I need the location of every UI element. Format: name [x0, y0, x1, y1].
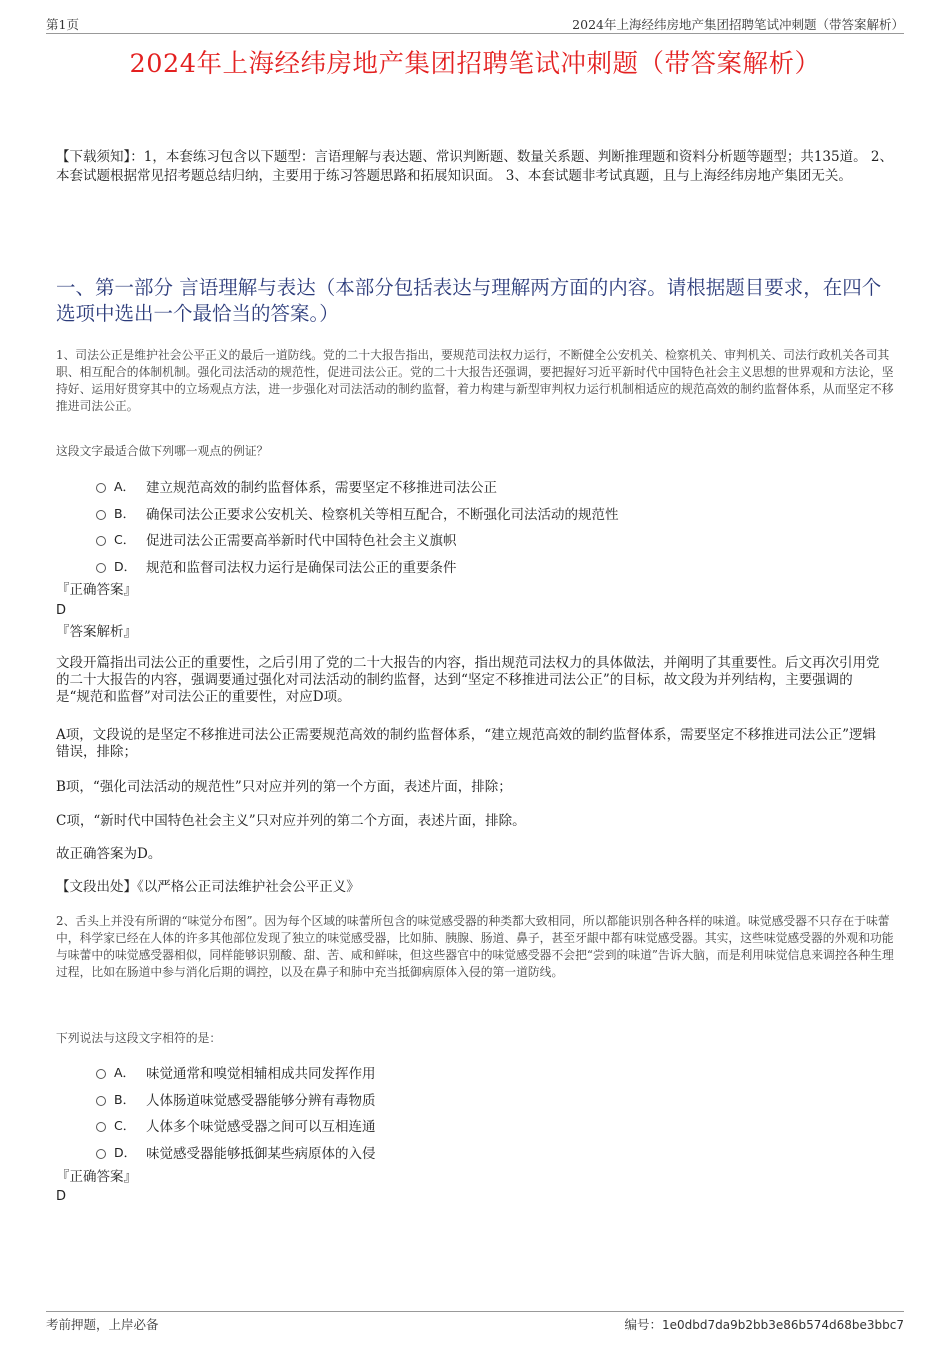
- analysis-paragraph: 故正确答案为D。: [56, 846, 162, 862]
- option-text: 确保司法公正要求公安机关、检察机关等相互配合，不断强化司法活动的规范性: [146, 506, 619, 523]
- question-2-text: 2、舌头上并没有所谓的“味觉分布图”。因为每个区域的味蕾所包含的味觉感受器的种类都大致相同，所以都能识别各种各样的味道。味觉感受器不只存在于味蕾中，科学家已经在人体的许多其他部位发现了独立的味觉感受器，比如肺、胰腺、肠道、鼻子，甚至牙龈中都有味觉感受器。其实，这些味觉感受器的外观和功能与味蕾中的味觉感受器相似，同样能够识别酸、甜、苦、咸和鲜味，但这些器官中的味觉感受器不会把“尝到的味道”告诉大脑，而是利用味觉信息来调控各种生理过程，比如在肠道中参与消化后期的调控，以及在鼻子和肺中充当抵御病原体入侵的第一道防线。: [56, 914, 894, 979]
- answer-label: 『正确答案』: [56, 1169, 137, 1185]
- analysis-paragraph: A项，文段说的是坚定不移推进司法公正需要规范高效的制约监督体系，“建立规范高效的制约监督体系，需要坚定不移推进司法公正”逻辑错误，排除；: [56, 727, 877, 760]
- page-header: [46, 13, 904, 34]
- question-1-options: [96, 473, 619, 579]
- option-d[interactable]: D． 规范和监督司法权力运行是确保司法公正的重要条件: [96, 553, 619, 580]
- question-1-text: 1、司法公正是维护社会公平正义的最后一道防线。党的二十大报告指出，要规范司法权力运行，不断健全公安机关、检察机关、审判机关、司法行政机关各司其职、相互配合的体制机制。强化司法活动的规范性，促进司法公正。党的二十大报告还强调，要把握好习近平新时代中国特色社会主义思想的世界观和方法论，坚持好、运用好贯穿其中的立场观点方法，进一步强化对司法活动的制约监督，着力构建与新型审判权力运行机制相适应的规范高效的制约监督体系，从而坚定不移推进司法公正。: [56, 348, 894, 413]
- option-text: 味觉感受器能够抵御某些病原体的入侵: [146, 1145, 376, 1162]
- document-title: 2024年上海经纬房地产集团招聘笔试冲刺题（带答案解析）: [129, 49, 821, 79]
- answer-value: D: [56, 603, 67, 618]
- analysis-paragraph: B项，“强化司法活动的规范性”只对应并列的第一个方面，表述片面，排除；: [56, 779, 512, 795]
- option-c[interactable]: C． 人体多个味觉感受器之间可以互相连通: [96, 1112, 376, 1139]
- analysis-label: 『答案解析』: [56, 624, 137, 640]
- download-notice: 【下载须知】：1，本套练习包含以下题型：言语理解与表达题、常识判断题、数量关系题、判断推理题和资料分析题等题型；共135道。 2、本套试题根据常见招考题总结归纳，主要用于练习答题思路和拓展知识面。 3、本套试题非考试真题，且与上海经纬房地产集团无关。: [56, 149, 893, 184]
- option-a[interactable]: A． 味觉通常和嗅觉相辅相成共同发挥作用: [96, 1059, 376, 1086]
- option-d[interactable]: D． 味觉感受器能够抵御某些病原体的入侵: [96, 1139, 376, 1166]
- option-text: 规范和监督司法权力运行是确保司法公正的重要条件: [146, 559, 457, 576]
- option-text: 建立规范高效的制约监督体系，需要坚定不移推进司法公正: [146, 480, 497, 497]
- radio-button-icon[interactable]: [96, 1069, 106, 1079]
- analysis-paragraph: C项，“新时代中国特色社会主义”只对应并列的第二个方面，表述片面，排除。: [56, 813, 526, 829]
- document-code: 编号：1e0dbd7da9b2bb3e86b574d68be3bbc7: [624, 1317, 904, 1332]
- radio-button-icon[interactable]: [96, 1149, 106, 1159]
- page-footer: [46, 1311, 904, 1334]
- question-2-prompt: 下列说法与这段文字相符的是：: [56, 1031, 222, 1045]
- radio-button-icon[interactable]: [96, 1122, 106, 1132]
- header-doc-title: 2024年上海经纬房地产集团招聘笔试冲刺题（带答案解析）: [572, 17, 904, 32]
- option-b[interactable]: B． 人体肠道味觉感受器能够分辨有毒物质: [96, 1086, 376, 1113]
- analysis-paragraph: 文段开篇指出司法公正的重要性，之后引用了党的二十大报告的内容，指出规范司法权力的具体做法，并阐明了其重要性。后文再次引用党的二十大报告的内容，强调要通过强化对司法活动的制约监督，达到“坚定不移推进司法公正”的目标，故文段为并列结构，主要强调的是“规范和监督”对司法公正的重要性，对应D项。: [56, 655, 880, 705]
- answer-label: 『正确答案』: [56, 582, 137, 598]
- page-number: 第1页: [46, 17, 79, 32]
- question-2-options: [96, 1059, 376, 1165]
- answer-value: D: [56, 1189, 67, 1204]
- source-note: 【文段出处】《以严格公正司法维护社会公平正义》: [56, 879, 360, 895]
- option-text: 人体肠道味觉感受器能够分辨有毒物质: [146, 1092, 376, 1109]
- option-text: 促进司法公正需要高举新时代中国特色社会主义旗帜: [146, 533, 457, 550]
- option-text: 人体多个味觉感受器之间可以互相连通: [146, 1119, 376, 1136]
- question-1-prompt: 这段文字最适合做下列哪一观点的例证？: [56, 444, 269, 458]
- option-text: 味觉通常和嗅觉相辅相成共同发挥作用: [146, 1066, 376, 1083]
- option-c[interactable]: C． 促进司法公正需要高举新时代中国特色社会主义旗帜: [96, 526, 619, 553]
- radio-button-icon[interactable]: [96, 563, 106, 573]
- radio-button-icon[interactable]: [96, 1096, 106, 1106]
- radio-button-icon[interactable]: [96, 510, 106, 520]
- section-title: 一、第一部分 言语理解与表达（本部分包括表达与理解两方面的内容。请根据题目要求，在四个选项中选出一个最恰当的答案。）: [56, 276, 882, 325]
- footer-slogan: 考前押题，上岸必备: [46, 1317, 159, 1332]
- option-b[interactable]: B． 确保司法公正要求公安机关、检察机关等相互配合，不断强化司法活动的规范性: [96, 500, 619, 527]
- radio-button-icon[interactable]: [96, 536, 106, 546]
- option-a[interactable]: A． 建立规范高效的制约监督体系，需要坚定不移推进司法公正: [96, 473, 619, 500]
- radio-button-icon[interactable]: [96, 483, 106, 493]
